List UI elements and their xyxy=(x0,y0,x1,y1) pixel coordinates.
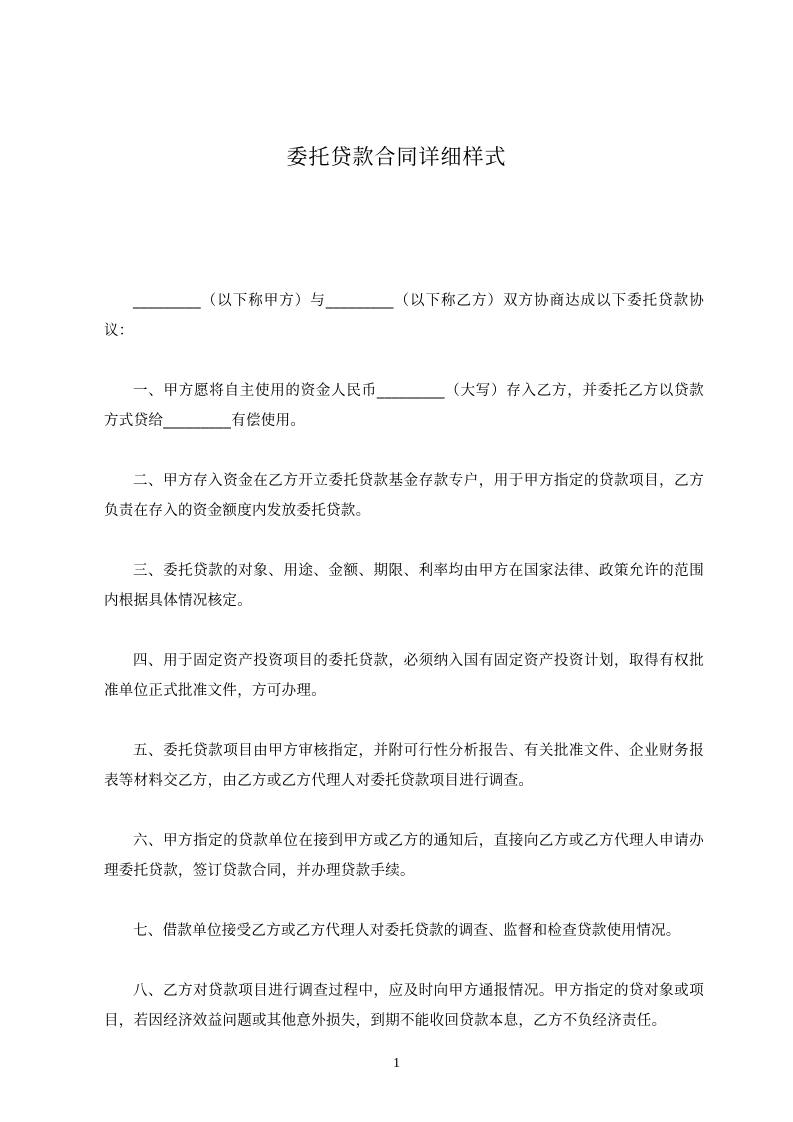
document-title: 委托贷款合同详细样式 xyxy=(286,145,507,169)
paragraph-clause-3: 三、委托贷款的对象、用途、金额、期限、利率均由甲方在国家法律、政策允许的范围内根据具体情况核定。 xyxy=(104,563,704,609)
document-body xyxy=(104,286,704,1066)
paragraph-clause-6: 六、甲方指定的贷款单位在接到甲方或乙方的通知后，直接向乙方或乙方代理人申请办理委托贷款，签订贷款合同，并办理贷款手续。 xyxy=(104,833,704,879)
page-number: 1 xyxy=(393,1056,400,1071)
paragraph-clause-1: 一、甲方愿将自主使用的资金人民币_________（大写）存入乙方，并委托乙方以贷款方式贷给_________有偿使用。 xyxy=(104,383,704,429)
paragraph-clause-2: 二、甲方存入资金在乙方开立委托贷款基金存款专户，用于甲方指定的贷款项目，乙方负责在存入的资金额度内发放委托贷款。 xyxy=(104,473,704,519)
paragraph-clause-8: 八、乙方对贷款项目进行调查过程中，应及时向甲方通报情况。甲方指定的贷对象或项目，若因经济效益问题或其他意外损失，到期不能收回贷款本息，乙方不负经济责任。 xyxy=(104,983,704,1029)
paragraph-clause-7: 七、借款单位接受乙方或乙方代理人对委托贷款的调查、监督和检查贷款使用情况。 xyxy=(133,923,681,939)
paragraph-clause-4: 四、用于固定资产投资项目的委托贷款，必须纳入国有固定资产投资计划，取得有权批准单位正式批准文件，方可办理。 xyxy=(104,653,704,699)
paragraph-clause-5: 五、委托贷款项目由甲方审核指定，并附可行性分析报告、有关批准文件、企业财务报表等材料交乙方，由乙方或乙方代理人对委托贷款项目进行调查。 xyxy=(104,743,704,789)
paragraph-intro: _________（以下称甲方）与_________（以下称乙方）双方协商达成以下委托贷款协议： xyxy=(104,293,704,339)
